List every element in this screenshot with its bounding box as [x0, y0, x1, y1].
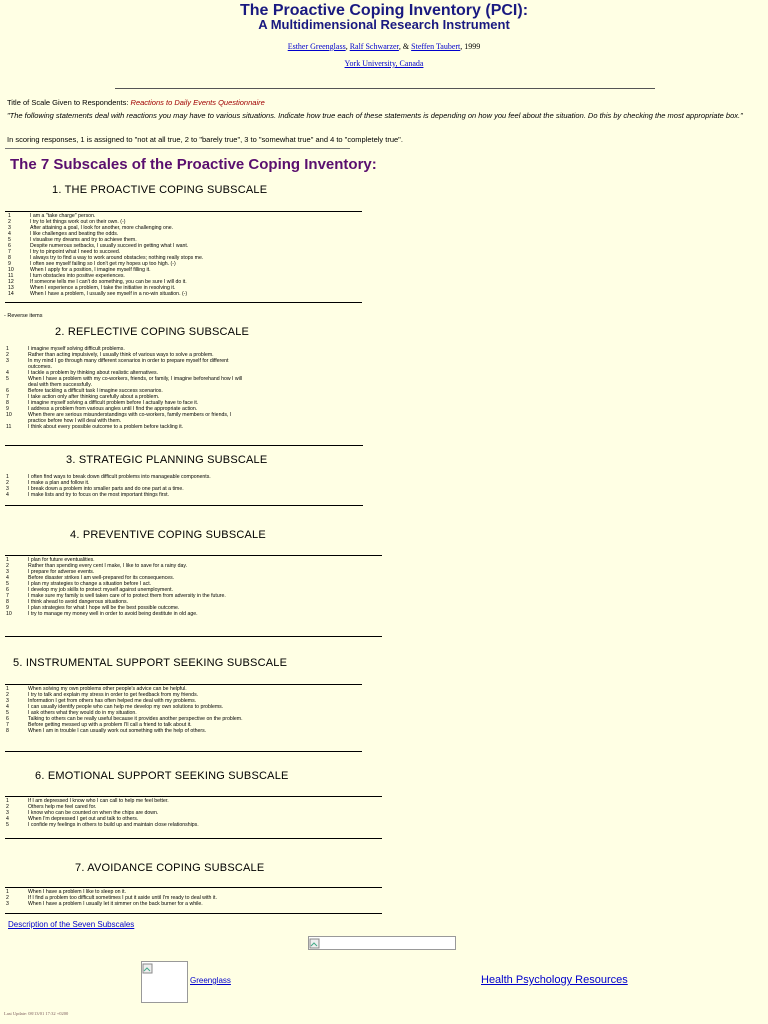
- author-year: , 1999: [460, 42, 481, 51]
- subscale-items-emotional: [3, 798, 382, 828]
- item-number: 1: [6, 557, 9, 563]
- subscale-items-avoidance: [3, 889, 382, 907]
- table-rule: [5, 555, 382, 556]
- item-text: I plan my strategies to change a situation before I act.: [28, 581, 152, 587]
- item-number: 7: [6, 593, 9, 599]
- item-number: 3: [6, 810, 9, 816]
- item-text: I like challenges and beating the odds.: [30, 231, 119, 237]
- university-link[interactable]: York University, Canada: [344, 59, 424, 68]
- item-text: If I find a problem too difficult sometimes I put it aside until I'm ready to deal with it.: [28, 895, 217, 901]
- item-text: I ask others what they would do in my situation.: [28, 710, 137, 716]
- item-row: [3, 901, 382, 907]
- item-text: I take action only after thinking carefully about a problem.: [28, 394, 160, 400]
- item-text: Rather than spending every cent I make, I like to save for a rainy day.: [28, 563, 188, 569]
- item-text: I imagine myself solving difficult problems.: [28, 346, 125, 352]
- item-text: When I apply for a position, I imagine myself filling it.: [30, 267, 151, 273]
- university-line: [0, 59, 768, 68]
- reverse-items-note: - Reverse items: [4, 313, 43, 319]
- item-number: 4: [6, 704, 9, 710]
- item-row: [3, 611, 382, 617]
- item-number: 11: [6, 424, 12, 430]
- item-text: Before getting messed up with a problem I'll call a friend to talk about it.: [28, 722, 192, 728]
- author-link-schwarzer[interactable]: Ralf Schwarzer: [349, 42, 399, 51]
- subscale-title-preventive: 4. PREVENTIVE COPING SUBSCALE: [70, 529, 266, 541]
- item-number: 2: [6, 352, 9, 358]
- item-text: Information I get from others has often helped me deal with my problems.: [28, 698, 197, 704]
- table-rule: [5, 445, 363, 446]
- item-text: After attaining a goal, I look for another, more challenging one.: [30, 225, 174, 231]
- item-number: 8: [6, 599, 9, 605]
- health-psychology-link[interactable]: Health Psychology Resources: [481, 974, 628, 986]
- item-text: I turn obstacles into positive experiences.: [30, 273, 125, 279]
- item-number: 10: [6, 412, 12, 418]
- item-number: 6: [8, 243, 11, 249]
- table-rule: [5, 751, 362, 752]
- subscale-title-instrumental: 5. INSTRUMENTAL SUPPORT SEEKING SUBSCALE: [13, 657, 288, 669]
- item-number: 7: [8, 249, 11, 255]
- table-rule: [5, 838, 382, 839]
- item-text: When solving my own problems other people's advice can be helpful.: [28, 686, 187, 692]
- item-number: 6: [6, 716, 9, 722]
- item-number: 3: [6, 901, 9, 907]
- item-text: practice before how I will deal with them.: [28, 418, 122, 424]
- item-number: 3: [6, 698, 9, 704]
- item-text: I always try to find a way to work around obstacles; nothing really stops me.: [30, 255, 204, 261]
- item-text: I try to pinpoint what I need to succeed.: [30, 249, 121, 255]
- last-update-text: Last Update: 08/13/01 17:32 +0200: [4, 1011, 69, 1016]
- item-text: If someone tells me I can't do something, you can be sure I will do it.: [30, 279, 187, 285]
- item-number: 3: [6, 569, 9, 575]
- author-link-taubert[interactable]: Steffen Taubert: [411, 42, 461, 51]
- broken-image-banner: [308, 936, 456, 950]
- item-text: I visualise my dreams and try to achieve them.: [30, 237, 137, 243]
- table-rule: [5, 887, 382, 888]
- author-link-greenglass[interactable]: Esther Greenglass: [287, 42, 346, 51]
- item-text: If I am depressed I know who I can call to help me feel better.: [28, 798, 169, 804]
- table-rule: [5, 302, 362, 303]
- item-text: When I'm depressed I get out and talk to others.: [28, 816, 139, 822]
- item-row: [3, 424, 363, 430]
- item-number: 2: [6, 480, 9, 486]
- item-text: I am a "take charge" person.: [30, 213, 96, 219]
- item-number: 14: [8, 291, 14, 297]
- item-text: I make sure my family is well taken care of to protect them from adversity in the future.: [28, 593, 226, 599]
- subscale-items-reflective: [3, 346, 363, 430]
- item-text: I often see myself failing so I don't get my hopes up too high. (-): [30, 261, 176, 267]
- item-text: I think ahead to avoid dangerous situations.: [28, 599, 129, 605]
- item-row: [3, 822, 382, 828]
- subscale-items-instrumental: [3, 686, 362, 734]
- item-text: outcomes.: [28, 364, 52, 370]
- item-text: I confide my feelings in others to build up and maintain close relationships.: [28, 822, 199, 828]
- scale-title-label: Title of Scale Given to Respondents:: [7, 98, 131, 107]
- item-text: I break down a problem into smaller parts and do one part at a time.: [28, 486, 184, 492]
- item-text: Others help me feel cared for.: [28, 804, 97, 810]
- item-text: When I have a problem with my co-workers, friends, or family, I imagine beforehand how I will: [28, 376, 243, 382]
- item-number: 8: [8, 255, 11, 261]
- item-number: 4: [6, 370, 9, 376]
- item-text: In my mind I go through many different scenarios in order to prepare myself for different: [28, 358, 229, 364]
- item-number: 7: [6, 722, 9, 728]
- item-number: 9: [6, 605, 9, 611]
- subscale-items-preventive: [3, 557, 382, 617]
- table-rule: [5, 636, 382, 637]
- subscale-title-reflective: 2. REFLECTIVE COPING SUBSCALE: [55, 326, 250, 338]
- author-separator: ,: [345, 42, 350, 51]
- item-text: When I have a problem I usually let it simmer on the back burner for a while.: [28, 901, 203, 907]
- item-number: 5: [6, 376, 9, 382]
- item-number: 10: [8, 267, 14, 273]
- item-text: Despite numerous setbacks, I usually succeed in getting what I want.: [30, 243, 189, 249]
- item-text: Talking to others can be really useful because it provides another perspective on the problem.: [28, 716, 243, 722]
- item-text: When I have a problem, I usually see myself in a no-win situation. (-): [30, 291, 188, 297]
- item-text: I prepare for adverse events.: [28, 569, 95, 575]
- instructions-text: "The following statements deal with reactions you may have to various situations. Indicate how true each of these statements is depending on how you feel about the situation. Do this by checking the most appropriate box.": [7, 111, 743, 120]
- item-number: 8: [6, 400, 9, 406]
- subscale-title-avoidance: 7. AVOIDANCE COPING SUBSCALE: [75, 862, 265, 874]
- scale-title-line: [7, 98, 265, 107]
- divider: [115, 88, 655, 89]
- broken-image-greenglass[interactable]: [141, 961, 188, 1003]
- broken-image-icon: [142, 963, 154, 975]
- table-rule: [5, 684, 362, 685]
- scoring-text: In scoring responses, 1 is assigned to "not at all true, 2 to "barely true", 3 to "somewhat true" and 4 to "completely true".: [7, 135, 403, 144]
- item-text: I often find ways to break down difficult problems into manageable components.: [28, 474, 211, 480]
- item-text: I try to let things work out on their own. (-): [30, 219, 126, 225]
- table-rule: [5, 505, 363, 506]
- item-row: [3, 492, 363, 498]
- item-number: 12: [8, 279, 14, 285]
- item-text: I plan for future eventualities.: [28, 557, 95, 563]
- table-rule: [5, 796, 382, 797]
- item-text: When I experience a problem, I take the initiative in resolving it.: [30, 285, 176, 291]
- item-number: 4: [6, 492, 9, 498]
- author-line: [0, 42, 768, 51]
- item-number: 11: [8, 273, 14, 279]
- item-text: I try to talk and explain my stress in order to get feedback from my friends.: [28, 692, 199, 698]
- item-number: 8: [6, 728, 9, 734]
- author-separator: , &: [398, 42, 412, 51]
- item-number: 4: [6, 816, 9, 822]
- item-row: [5, 291, 362, 297]
- item-row: [3, 728, 362, 734]
- item-text: I try to manage my money well in order to avoid being destitute in old age.: [28, 611, 198, 617]
- item-text: When I have a problem I like to sleep on it.: [28, 889, 127, 895]
- subscale-title-strategic: 3. STRATEGIC PLANNING SUBSCALE: [66, 454, 268, 466]
- item-number: 4: [8, 231, 11, 237]
- subscale-items-proactive: [5, 213, 362, 297]
- table-rule: [5, 211, 362, 212]
- item-number: 5: [6, 822, 9, 828]
- item-text: When there are serious misunderstandings with co-workers, family members or friends, I: [28, 412, 232, 418]
- divider: [5, 148, 350, 149]
- table-rule: [5, 913, 382, 914]
- scale-title-name: Reactions to Daily Events Questionnaire: [130, 98, 265, 107]
- item-number: 2: [6, 895, 9, 901]
- page-subtitle: A Multidimensional Research Instrument: [258, 17, 510, 32]
- item-text: I tackle a problem by thinking about realistic alternatives.: [28, 370, 159, 376]
- item-text: I know who can be counted on when the chips are down.: [28, 810, 159, 816]
- item-text: I imagine myself solving a difficult problem before I actually have to face it.: [28, 400, 199, 406]
- main-heading: The 7 Subscales of the Proactive Coping Inventory:: [10, 156, 377, 173]
- item-number: 3: [8, 225, 11, 231]
- item-number: 10: [6, 611, 12, 617]
- item-number: 7: [6, 394, 9, 400]
- item-number: 1: [6, 798, 9, 804]
- item-text: deal with them successfully.: [28, 382, 92, 388]
- item-number: 5: [6, 581, 9, 587]
- item-text: I make a plan and follow it.: [28, 480, 90, 486]
- item-number: 5: [6, 710, 9, 716]
- item-number: 3: [6, 486, 9, 492]
- item-number: 6: [6, 587, 9, 593]
- item-text: I plan strategies for what I hope will be the best possible outcome.: [28, 605, 180, 611]
- subscale-title-proactive: 1. THE PROACTIVE COPING SUBSCALE: [52, 184, 268, 196]
- item-text: Before tackling a difficult task I imagine success scenarios.: [28, 388, 163, 394]
- item-number: 9: [8, 261, 11, 267]
- item-text: I address a problem from various angles until I find the appropriate action.: [28, 406, 198, 412]
- broken-image-icon: [309, 938, 321, 950]
- item-number: 4: [6, 575, 9, 581]
- item-number: 2: [6, 692, 9, 698]
- item-number: 2: [6, 804, 9, 810]
- item-text: I develop my job skills to protect myself against unemployment.: [28, 587, 174, 593]
- item-number: 5: [8, 237, 11, 243]
- item-number: 3: [6, 358, 9, 364]
- item-number: 2: [6, 563, 9, 569]
- item-number: 1: [6, 889, 9, 895]
- item-text: Rather than acting impulsively, I usually think of various ways to solve a problem.: [28, 352, 214, 358]
- subscale-title-emotional: 6. EMOTIONAL SUPPORT SEEKING SUBSCALE: [35, 770, 289, 782]
- item-number: 2: [8, 219, 11, 225]
- item-text: I think about every possible outcome to a problem before tackling it.: [28, 424, 184, 430]
- item-text: When I am in trouble I can usually work out something with the help of others.: [28, 728, 207, 734]
- item-number: 9: [6, 406, 9, 412]
- page-title: The Proactive Coping Inventory (PCI):: [239, 2, 529, 19]
- item-number: 1: [6, 686, 9, 692]
- item-number: 1: [6, 474, 9, 480]
- item-number: 6: [6, 388, 9, 394]
- item-number: 1: [6, 346, 9, 352]
- item-number: 13: [8, 285, 14, 291]
- item-text: I can usually identify people who can help me develop my own solutions to problems.: [28, 704, 224, 710]
- item-number: 1: [8, 213, 11, 219]
- item-text: Before disaster strikes I am well-prepared for its consequences.: [28, 575, 175, 581]
- item-text: I make lists and try to focus on the most important things first.: [28, 492, 169, 498]
- greenglass-link[interactable]: Greenglass: [190, 976, 231, 985]
- description-link[interactable]: Description of the Seven Subscales: [8, 920, 135, 929]
- subscale-items-strategic: [3, 474, 363, 498]
